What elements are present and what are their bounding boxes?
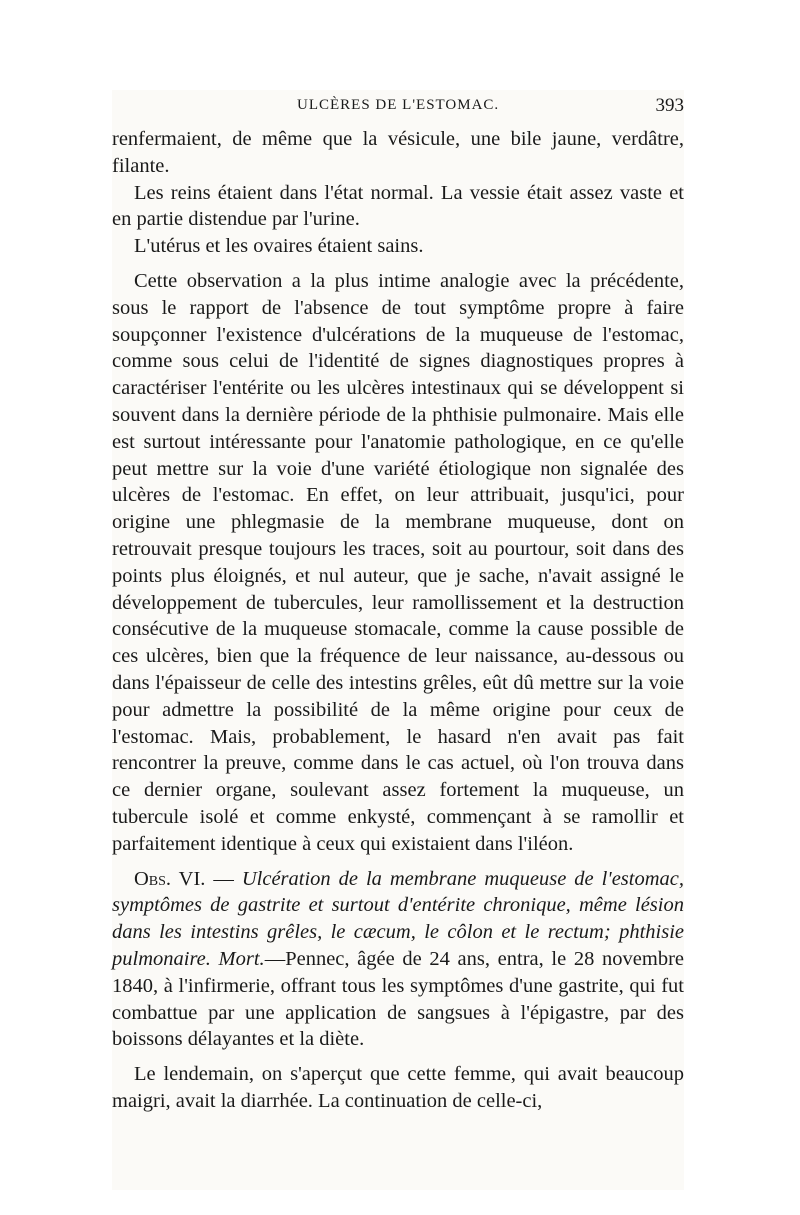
observation-text: —Pennec, âgée de 24 ans, entra, le 28 novembre 1840, à l'infirmerie, offrant tous les symptômes d'une gastrite, qui fut combattue par une application de sangsues à l'épigastre, par des boissons délayantes et la diète. — [112, 947, 685, 1051]
running-title: ULCÈRES DE L'ESTOMAC. — [297, 97, 500, 113]
paragraph-next-day: Le lendemain, on s'aperçut que cette femme, qui avait beaucoup maigri, avait la diarrhée. La continuation de celle-ci, — [112, 1063, 684, 1112]
page-number: 393 — [655, 95, 684, 116]
observation-title: Ulcération de la membrane muqueuse de l'estomac, symptômes de gastrite et surtout d'entérite chronique, même lésion dans les intestins grêles, le cæcum, le côlon et le rectum; phthisie pulmonaire. Mort. — [112, 867, 684, 970]
paragraph-continuation: renfermaient, de même que la vésicule, une bile jaune, verdâtre, filante. — [112, 128, 684, 177]
body-text — [112, 126, 684, 1115]
paragraph-uterus: L'utérus et les ovaires étaient sains. — [134, 235, 424, 258]
paragraph-analysis: Cette observation a la plus intime analogie avec la précédente, sous le rapport de l'absence de tout symptôme propre à faire soupçonner l'existence d'ulcérations de la muqueuse de l'estomac, comme sous celui de l'identité de signes diagnostiques propres à caractériser l'entérite ou les ulcères intestinaux qui se développent si souvent dans la dernière période de la phthisie pulmonaire. Mais elle est surtout intéressante pour l'anatomie pathologique, en ce qu'elle peut mettre sur la voie d'une variété étiologique non signalée des ulcères de l'estomac. En effet, on leur attribuait, jusqu'ici, pour origine une phlegmasie de la membrane muqueuse, dont on retrouvait presque toujours les traces, soit au pourtour, soit dans des points plus éloignés, et nul auteur, que je sache, n'avait assigné le développement de tubercules, leur ramollissement et la destruction consécutive de la muqueuse stomacale, comme la cause possible de ces ulcères, bien que la fréquence de leur naissance, au-dessous ou dans l'épaisseur de celle des intestins grêles, eût dû mettre sur la voie pour admettre la possibilité de la même origine pour ceux de l'estomac. Mais, probablement, le hasard n'en avait pas fait rencontrer la preuve, comme dans le cas actuel, où l'on trouva dans ce dernier organe, soulevant assez fortement la muqueuse, un tubercule isolé et comme enkysté, commençant à se ramollir et parfaitement identique à ceux qui existaient dans l'iléon. — [112, 269, 684, 855]
observation-dash: — — [205, 867, 242, 890]
observation-label: Obs. VI. — [134, 867, 206, 890]
paragraph-kidneys: Les reins étaient dans l'état normal. La vessie était assez vaste et en partie distendue par l'urine. — [112, 181, 684, 231]
observation-paragraph — [112, 866, 684, 1054]
running-header — [112, 95, 684, 119]
